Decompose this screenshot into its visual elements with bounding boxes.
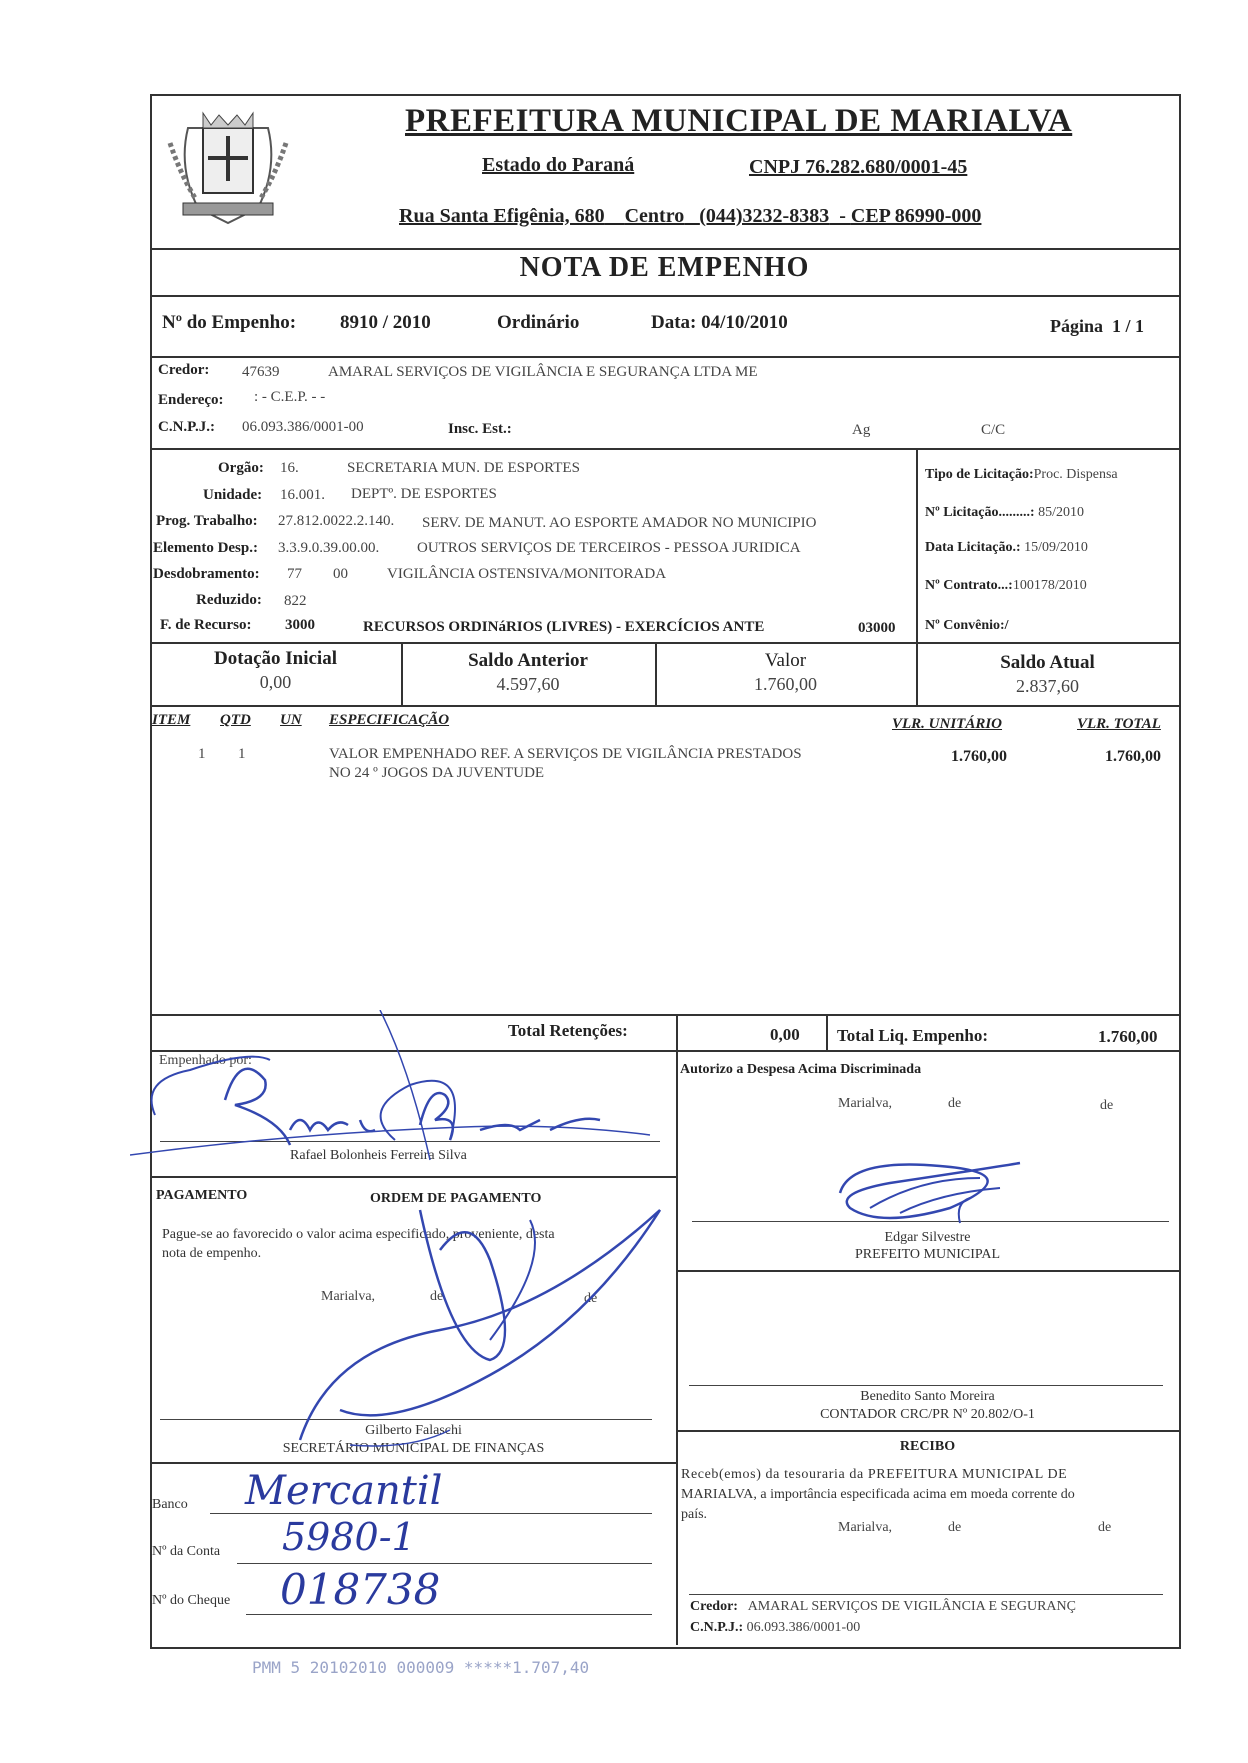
empenhado-name: Rafael Bolonheis Ferreira Silva xyxy=(290,1148,467,1163)
num-licitacao-value: 85/2010 xyxy=(1038,505,1084,520)
empenho-label: Nº do Empenho: xyxy=(162,312,297,333)
desdobramento-sub: 00 xyxy=(333,566,348,582)
contrato-value: 100178/2010 xyxy=(1012,578,1087,593)
address-street: Rua Santa Efigênia, 680 xyxy=(399,205,605,227)
item-spec-line2: NO 24 º JOGOS DA JUVENTUDE xyxy=(329,765,545,781)
orgao-code: 16. xyxy=(280,460,299,476)
pagamento-name: Gilberto Falaschi xyxy=(365,1423,462,1438)
item-total-value: 1.760,00 xyxy=(1105,748,1161,765)
document-title: NOTA DE EMPENHO xyxy=(519,252,810,283)
col-header-qtd: QTD xyxy=(220,712,251,728)
orgao-name: SECRETARIA MUN. DE ESPORTES xyxy=(347,460,580,476)
data-licitacao-value: 15/09/2010 xyxy=(1024,540,1088,555)
contrato xyxy=(925,578,1087,594)
prog-label: Prog. Trabalho: xyxy=(156,513,258,529)
unidade-code: 16.001. xyxy=(280,487,325,503)
ag-label: Ag xyxy=(852,422,871,438)
reduzido-code: 822 xyxy=(284,593,307,609)
pagamento-role: SECRETÁRIO MUNICIPAL DE FINANÇAS xyxy=(282,1441,545,1456)
reduzido-label: Reduzido: xyxy=(196,592,262,608)
address-district: Centro xyxy=(624,205,685,227)
autorizo-name: Edgar Silvestre xyxy=(884,1230,971,1245)
cheque-label: Nº do Cheque xyxy=(152,1593,231,1608)
autorizo-de1: de xyxy=(948,1096,962,1111)
date-field xyxy=(651,312,788,334)
orgao-label: Orgão: xyxy=(218,460,264,476)
retencoes-value: 0,00 xyxy=(770,1025,800,1044)
machine-stamp: PMM 5 20102010 000009 *****1.707,40 xyxy=(252,1658,590,1677)
elemento-name: OUTROS SERVIÇOS DE TERCEIROS - PESSOA JURIDICA xyxy=(417,540,801,556)
empenho-number: 8910 / 2010 xyxy=(340,312,431,333)
autorizo-city: Marialva, xyxy=(838,1096,893,1111)
desdobramento-code: 77 xyxy=(287,566,302,582)
item-unit-value: 1.760,00 xyxy=(951,748,1007,765)
dotacao-label: Dotação Inicial xyxy=(214,648,337,669)
pagamento-text-line1: Pague-se ao favorecido o valor acima especificado, proveniente, desta xyxy=(162,1227,555,1242)
recibo-cnpj xyxy=(690,1620,860,1636)
autorizo-de2: de xyxy=(1100,1098,1114,1113)
fonte-sub: 03000 xyxy=(858,620,896,636)
recibo-de2: de xyxy=(1098,1520,1112,1535)
credor-name: AMARAL SERVIÇOS DE VIGILÂNCIA E SEGURANÇA LTDA ME xyxy=(328,364,758,380)
saldo-atual-value: 2.837,60 xyxy=(1016,676,1079,696)
dotacao-value: 0,00 xyxy=(259,672,292,692)
recibo-credor-value: AMARAL SERVIÇOS DE VIGILÂNCIA E SEGURANÇ xyxy=(747,1599,1076,1614)
fonte-code: 3000 xyxy=(285,617,315,633)
cnpj-credor-label: C.N.P.J.: xyxy=(158,419,215,435)
saldo-anterior-value: 4.597,60 xyxy=(496,674,560,694)
desdobramento-name: VIGILÂNCIA OSTENSIVA/MONITORADA xyxy=(387,566,667,582)
saldo-atual-label: Saldo Atual xyxy=(1000,652,1095,673)
state-label: Estado do Paraná xyxy=(482,154,635,176)
col-header-item: ITEM xyxy=(152,712,191,728)
item-spec-line1: VALOR EMPENHADO REF. A SERVIÇOS DE VIGILÂNCIA PRESTADOS xyxy=(329,746,802,762)
unidade-label: Unidade: xyxy=(203,487,263,503)
elemento-code: 3.3.9.0.39.00.00. xyxy=(278,540,380,556)
pagamento-city: Marialva, xyxy=(321,1289,376,1304)
item-number: 1 xyxy=(198,746,206,762)
address-cep: CEP 86990-000 xyxy=(850,205,982,227)
date-label: Data: xyxy=(651,312,697,333)
recibo-text-line2: MARIALVA, a importância especificada acima em moeda corrente do xyxy=(681,1487,1075,1502)
num-licitacao-label: Nº Licitação.........: xyxy=(925,505,1035,520)
prog-code: 27.812.0022.2.140. xyxy=(278,513,395,529)
liq-empenho-value: 1.760,00 xyxy=(1098,1027,1158,1046)
empenhado-label: Empenhado por: xyxy=(159,1053,252,1068)
pagamento-label: PAGAMENTO xyxy=(156,1188,248,1203)
recibo-text-line3: país. xyxy=(681,1507,708,1522)
retencoes-label: Total Retenções: xyxy=(508,1021,628,1040)
autorizo-role: PREFEITO MUNICIPAL xyxy=(854,1247,1001,1262)
prog-name: SERV. DE MANUT. AO ESPORTE AMADOR NO MUNICIPIO xyxy=(422,515,817,531)
banco-label: Banco xyxy=(152,1497,188,1512)
fonte-label: F. de Recurso: xyxy=(160,617,252,633)
date-value: 04/10/2010 xyxy=(701,312,788,333)
pagamento-de2: de xyxy=(584,1291,598,1306)
valor-label: Valor xyxy=(764,650,807,671)
num-licitacao xyxy=(925,505,1084,521)
page-number xyxy=(1050,316,1144,337)
contrato-label: Nº Contrato...: xyxy=(925,578,1013,593)
elemento-label: Elemento Desp.: xyxy=(153,540,258,556)
col-header-total: VLR. TOTAL xyxy=(1077,716,1161,732)
data-licitacao-label: Data Licitação.: xyxy=(925,540,1021,555)
contador-name: Benedito Santo Moreira xyxy=(860,1389,995,1404)
col-header-un: UN xyxy=(280,712,302,728)
saldo-anterior-label: Saldo Anterior xyxy=(468,650,588,671)
page-label: Página xyxy=(1050,316,1104,336)
cc-label: C/C xyxy=(981,422,1006,438)
liq-empenho-label: Total Liq. Empenho: xyxy=(837,1026,988,1045)
recibo-label: RECIBO xyxy=(899,1439,956,1454)
recibo-de1: de xyxy=(948,1520,962,1535)
data-licitacao xyxy=(925,540,1088,556)
banco-value: Mercantil xyxy=(245,1468,443,1514)
fonte-name: RECURSOS ORDINáRIOS (LIVRES) - EXERCÍCIOS ANTE xyxy=(363,619,765,635)
page-value: 1 / 1 xyxy=(1112,316,1145,336)
recibo-credor-label: Credor: xyxy=(690,1599,738,1614)
credor-code: 47639 xyxy=(242,364,280,380)
tipo-licitacao xyxy=(925,467,1118,483)
pagamento-text-line2: nota de empenho. xyxy=(162,1246,262,1261)
item-qtd: 1 xyxy=(238,746,246,762)
endereco-label: Endereço: xyxy=(158,392,224,408)
ordem-pagamento-label: ORDEM DE PAGAMENTO xyxy=(370,1191,542,1206)
recibo-city: Marialva, xyxy=(838,1520,893,1535)
coat-of-arms-icon xyxy=(158,98,298,238)
conta-value: 5980-1 xyxy=(282,1515,416,1559)
recibo-cnpj-value: 06.093.386/0001-00 xyxy=(746,1620,861,1635)
address-phone: (044)3232-8383 xyxy=(699,205,830,227)
credor-label: Credor: xyxy=(158,362,210,378)
unidade-name: DEPTº. DE ESPORTES xyxy=(351,486,497,502)
empenho-type: Ordinário xyxy=(497,312,580,333)
recibo-cnpj-label: C.N.P.J.: xyxy=(690,1620,744,1635)
tipo-licitacao-label: Tipo de Licitação: xyxy=(925,467,1034,482)
contador-role: CONTADOR CRC/PR Nº 20.802/O-1 xyxy=(820,1407,1035,1422)
cnpj-credor-value: 06.093.386/0001-00 xyxy=(242,419,364,435)
col-header-unit: VLR. UNITÁRIO xyxy=(892,716,1003,732)
cnpj-label: CNPJ 76.282.680/0001-45 xyxy=(749,156,968,178)
recibo-credor xyxy=(690,1599,1076,1615)
col-header-spec: ESPECIFICAÇÃO xyxy=(329,712,450,728)
desdobramento-label: Desdobramento: xyxy=(153,566,260,582)
convenio-label: Nº Convênio:/ xyxy=(925,618,1009,633)
recibo-text-line1: Receb(emos) da tesouraria da PREFEITURA MUNICIPAL DE xyxy=(681,1467,1068,1482)
pagamento-de1: de xyxy=(430,1289,444,1304)
endereco-value: : - C.E.P. - - xyxy=(254,389,326,405)
valor-value: 1.760,00 xyxy=(754,674,817,694)
conta-label: Nº da Conta xyxy=(152,1544,221,1559)
insc-label: Insc. Est.: xyxy=(448,421,512,437)
autorizo-label: Autorizo a Despesa Acima Discriminada xyxy=(680,1062,922,1077)
cheque-value: 018738 xyxy=(280,1565,441,1614)
address-label: Rua Santa Efigênia, 680 Centro (044)3232-8383 - CEP 86990-000 xyxy=(399,205,982,227)
page-title: PREFEITURA MUNICIPAL DE MARIALVA xyxy=(405,103,1073,139)
tipo-licitacao-value: Proc. Dispensa xyxy=(1033,467,1118,482)
